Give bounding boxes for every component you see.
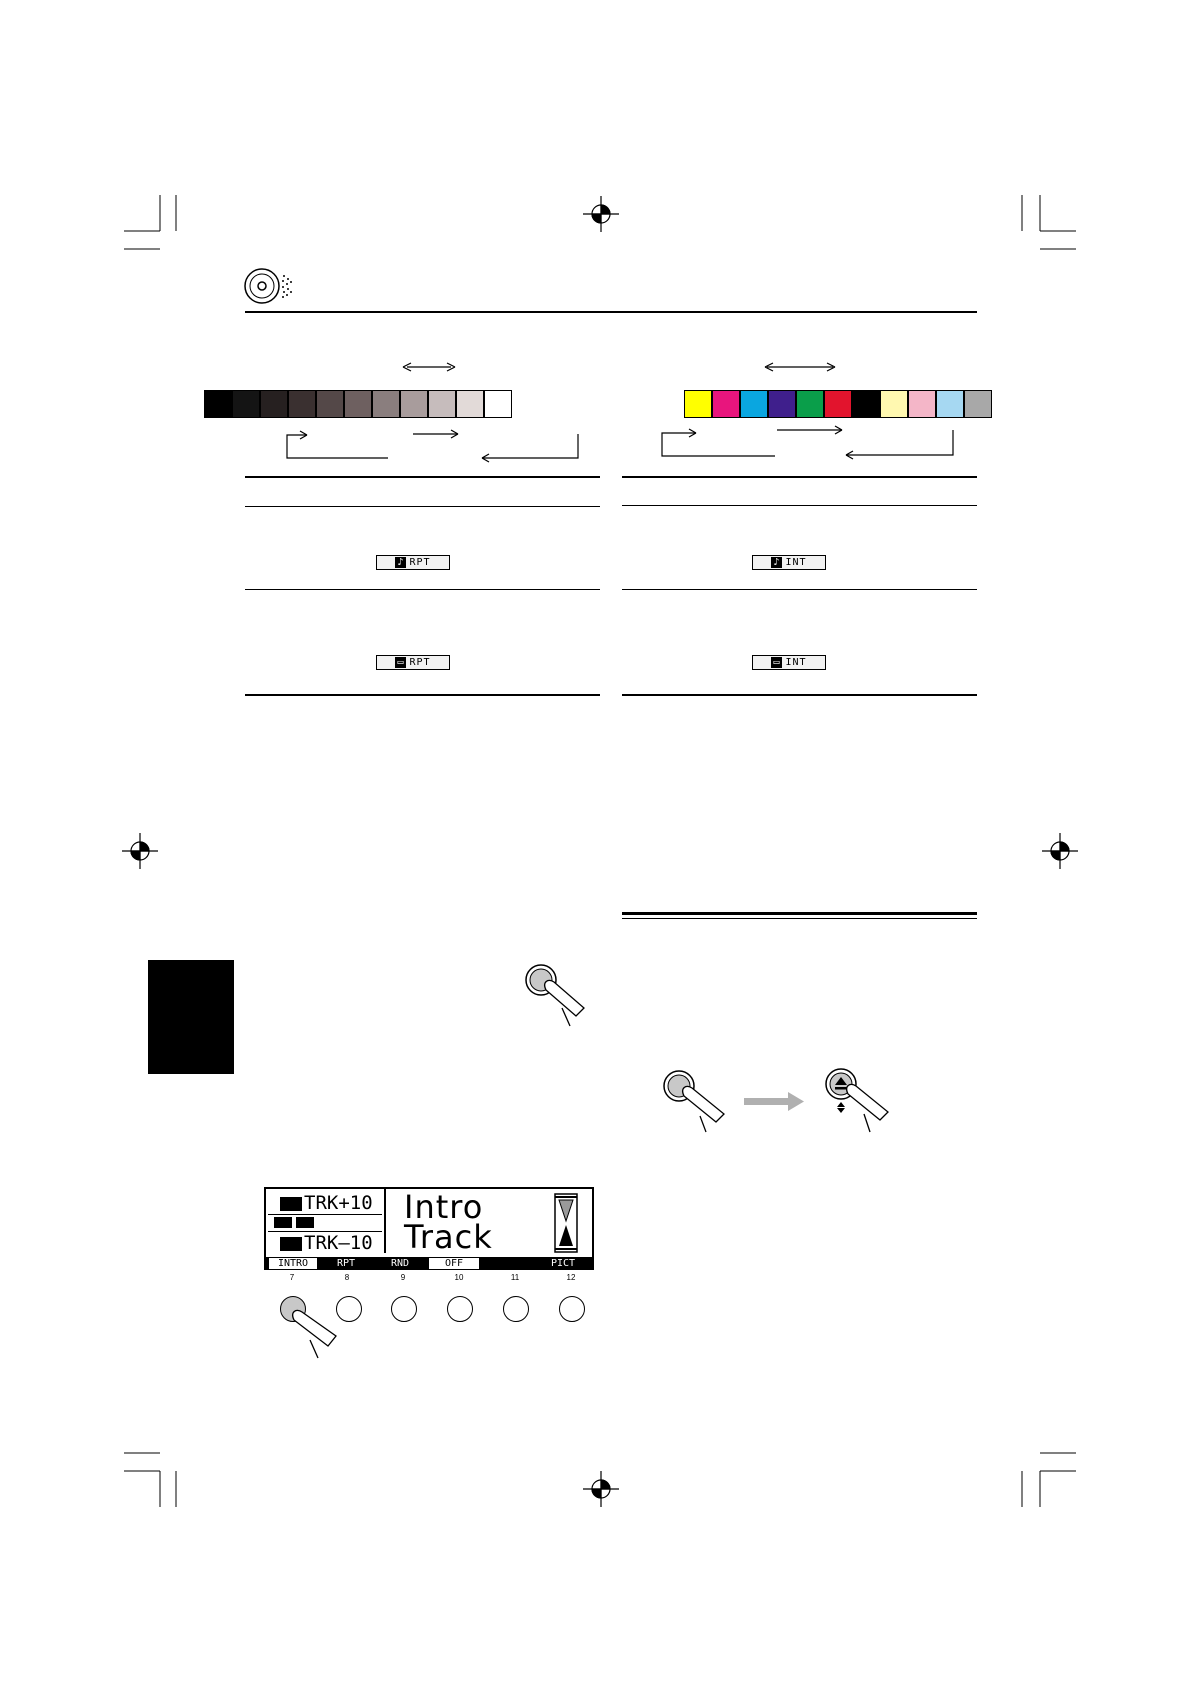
button-number: 7 — [289, 1273, 295, 1282]
repeat-table-divider — [245, 589, 600, 590]
folder-icon: ▭ — [773, 657, 781, 668]
section-rule-thin — [622, 918, 977, 919]
note-icon: ♪ — [773, 557, 781, 568]
indicator-label: INT — [785, 557, 807, 568]
repeat-table-divider — [245, 506, 600, 507]
off-button[interactable] — [447, 1296, 473, 1322]
intro-table-divider — [622, 505, 977, 506]
button-number: 12 — [566, 1273, 576, 1282]
skip-buttons-row — [268, 1214, 382, 1232]
tab-blank — [483, 1258, 533, 1269]
indicator-label: INT — [785, 657, 807, 668]
tab-rnd: RND — [375, 1258, 425, 1269]
button-number: 8 — [344, 1273, 350, 1282]
indicator-label: RPT — [409, 557, 431, 568]
tab-rpt: RPT — [321, 1258, 371, 1269]
lcd-function-tabs — [266, 1257, 592, 1270]
intro-table-divider — [622, 589, 977, 590]
lcd-left-panel — [266, 1189, 386, 1253]
lcd-line2: Track — [404, 1218, 493, 1256]
track-repeat-indicator — [376, 555, 450, 570]
lcd-line1: Intro — [404, 1188, 484, 1226]
press-button-illustration — [662, 1068, 732, 1138]
lcd-row-text: TRK+10 — [304, 1192, 373, 1214]
skip-forward-icon — [296, 1217, 314, 1228]
button-number: 11 — [510, 1273, 520, 1282]
lcd-display — [264, 1187, 594, 1270]
intro-table-bottom — [622, 694, 977, 696]
folder-down-icon — [280, 1237, 302, 1251]
hourglass-icon — [554, 1193, 578, 1253]
intro-mode-diagram — [620, 355, 980, 475]
skip-back-icon — [274, 1217, 292, 1228]
eject-button-illustration — [822, 1066, 902, 1138]
tab-pict: PICT — [537, 1258, 589, 1269]
lcd-row-up — [280, 1193, 373, 1213]
repeat-table-bottom — [245, 694, 600, 696]
repeat-table-top — [245, 476, 600, 478]
button-11[interactable] — [503, 1296, 529, 1322]
folder-repeat-indicator — [376, 655, 450, 670]
tab-intro: INTRO — [269, 1258, 317, 1269]
folder-intro-indicator — [752, 655, 826, 670]
folder-up-icon — [280, 1197, 302, 1211]
tab-off: OFF — [429, 1258, 479, 1269]
lcd-row-text: TRK–10 — [304, 1232, 373, 1254]
header-rule — [245, 311, 977, 313]
pict-button[interactable] — [559, 1296, 585, 1322]
press-button-illustration — [524, 960, 594, 1030]
lcd-row-down — [280, 1233, 373, 1253]
rnd-button[interactable] — [391, 1296, 417, 1322]
folder-icon: ▭ — [397, 657, 405, 668]
button-number: 10 — [454, 1273, 464, 1282]
intro-table-top — [622, 476, 977, 478]
right-arrow-icon — [744, 1092, 804, 1112]
disc-icon — [242, 266, 298, 306]
section-rule — [622, 912, 977, 915]
note-icon: ♪ — [397, 557, 405, 568]
track-intro-indicator — [752, 555, 826, 570]
button-number: 9 — [400, 1273, 406, 1282]
repeat-mode-diagram — [245, 355, 605, 475]
finger-icon — [286, 1306, 346, 1360]
language-tab — [148, 960, 234, 1074]
indicator-label: RPT — [409, 657, 431, 668]
